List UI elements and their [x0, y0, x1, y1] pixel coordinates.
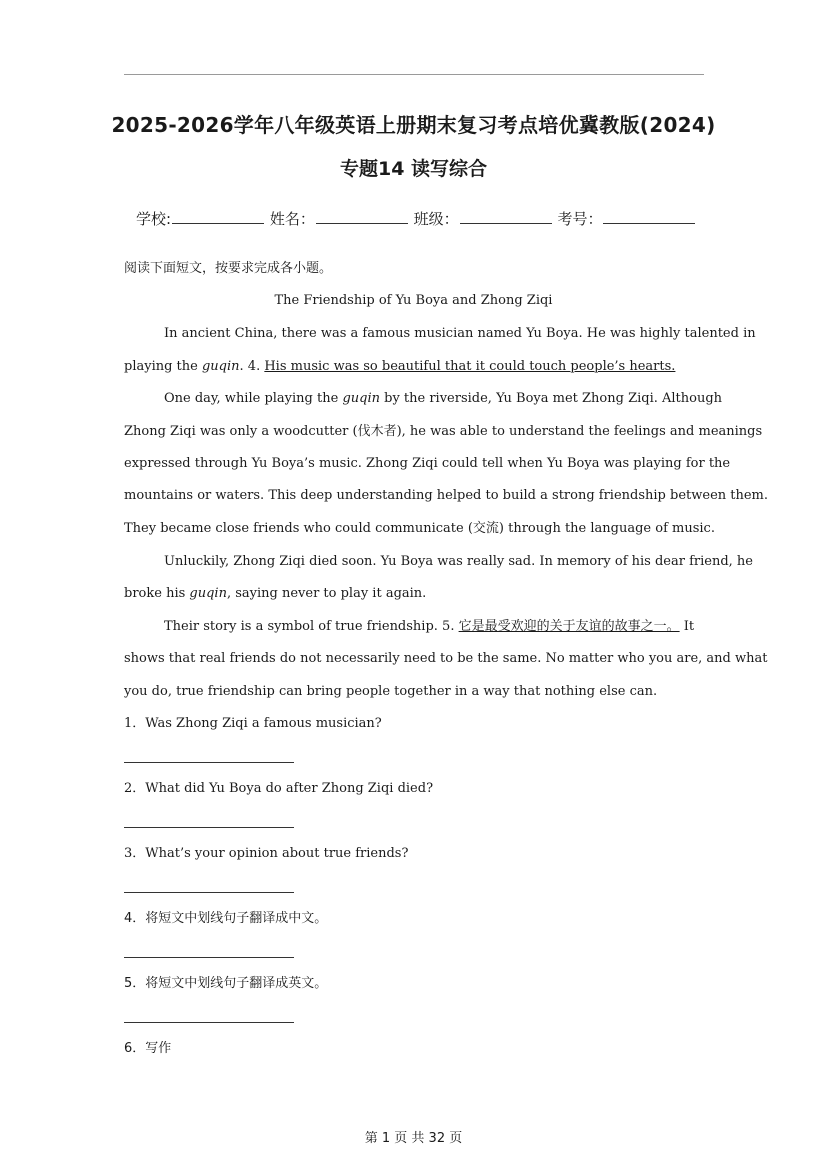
passage-line: shows that real friends do not necessarily need to be the same. No matter who you are, and what	[124, 651, 768, 666]
underlined-sentence-4: His music was so beautiful that it could touch people’s hearts.	[264, 359, 676, 374]
page-footer: 第 1 页 共 32 页	[364, 1131, 463, 1146]
passage-line: Zhong Ziqi was only a woodcutter (伐木者), he was able to understand the feelings and meanings	[124, 424, 763, 439]
guqin-term: guqin	[342, 391, 380, 406]
question-6: 6．写作	[124, 1041, 172, 1056]
answer-line-2[interactable]	[124, 827, 294, 828]
passage-line: They became close friends who could communicate (交流) through the language of music.	[124, 521, 715, 536]
underlined-sentence-5: 它是最受欢迎的关于友谊的故事之一。	[458, 619, 680, 634]
passage-line: Unluckily, Zhong Ziqi died soon. Yu Boya was really sad. In memory of his dear friend, he	[164, 554, 753, 569]
page-subtitle: 专题14 读写综合	[339, 158, 488, 180]
passage-line: expressed through Yu Boya’s music. Zhong Ziqi could tell when Yu Boya was playing for the	[124, 456, 731, 471]
question-4: 4．将短文中划线句子翻译成中文。	[124, 911, 328, 926]
exam-number-blank[interactable]	[603, 211, 695, 224]
passage-line: One day, while playing the guqin by the riverside, Yu Boya met Zhong Ziqi. Although	[164, 391, 723, 406]
answer-line-5[interactable]	[124, 1022, 294, 1023]
student-info-row	[136, 208, 696, 229]
class-blank[interactable]	[460, 211, 552, 224]
passage-line: playing the guqin. 4. His music was so beautiful that it could touch people’s hearts.	[124, 359, 676, 374]
guqin-term: guqin	[189, 586, 227, 601]
answer-line-3[interactable]	[124, 892, 294, 893]
class-label: 班级：	[413, 210, 459, 228]
question-2: 2．What did Yu Boya do after Zhong Ziqi died?	[124, 781, 434, 796]
passage-line: broke his guqin, saying never to play it again.	[124, 586, 427, 601]
answer-line-4[interactable]	[124, 957, 294, 958]
school-blank[interactable]	[172, 211, 264, 224]
question-3: 3．What’s your opinion about true friends?	[124, 846, 409, 861]
question-5: 5．将短文中划线句子翻译成英文。	[124, 976, 328, 991]
page-title: 2025-2026学年八年级英语上册期末复习考点培优冀教版(2024)	[111, 113, 716, 137]
passage-line: mountains or waters. This deep understanding helped to build a strong friendship between them.	[124, 488, 769, 503]
name-blank[interactable]	[316, 211, 408, 224]
guqin-term: guqin	[201, 359, 240, 374]
exam-number-label: 考号：	[557, 210, 603, 228]
passage-line: In ancient China, there was a famous musician named Yu Boya. He was highly talented in	[164, 326, 756, 341]
instruction: 阅读下面短文，按要求完成各小题。	[124, 261, 333, 276]
name-label: 姓名：	[269, 210, 315, 228]
question-1: 1．Was Zhong Ziqi a famous musician?	[124, 716, 382, 731]
passage-line: you do, true friendship can bring people together in a way that nothing else can.	[124, 684, 658, 699]
passage-line: Their story is a symbol of true friendship. 5. 它是最受欢迎的关于友谊的故事之一。 It	[164, 619, 695, 634]
passage-title: The Friendship of Yu Boya and Zhong Ziqi	[274, 293, 553, 308]
school-label: 学校:	[136, 210, 172, 228]
top-divider	[124, 74, 704, 75]
answer-line-1[interactable]	[124, 762, 294, 763]
